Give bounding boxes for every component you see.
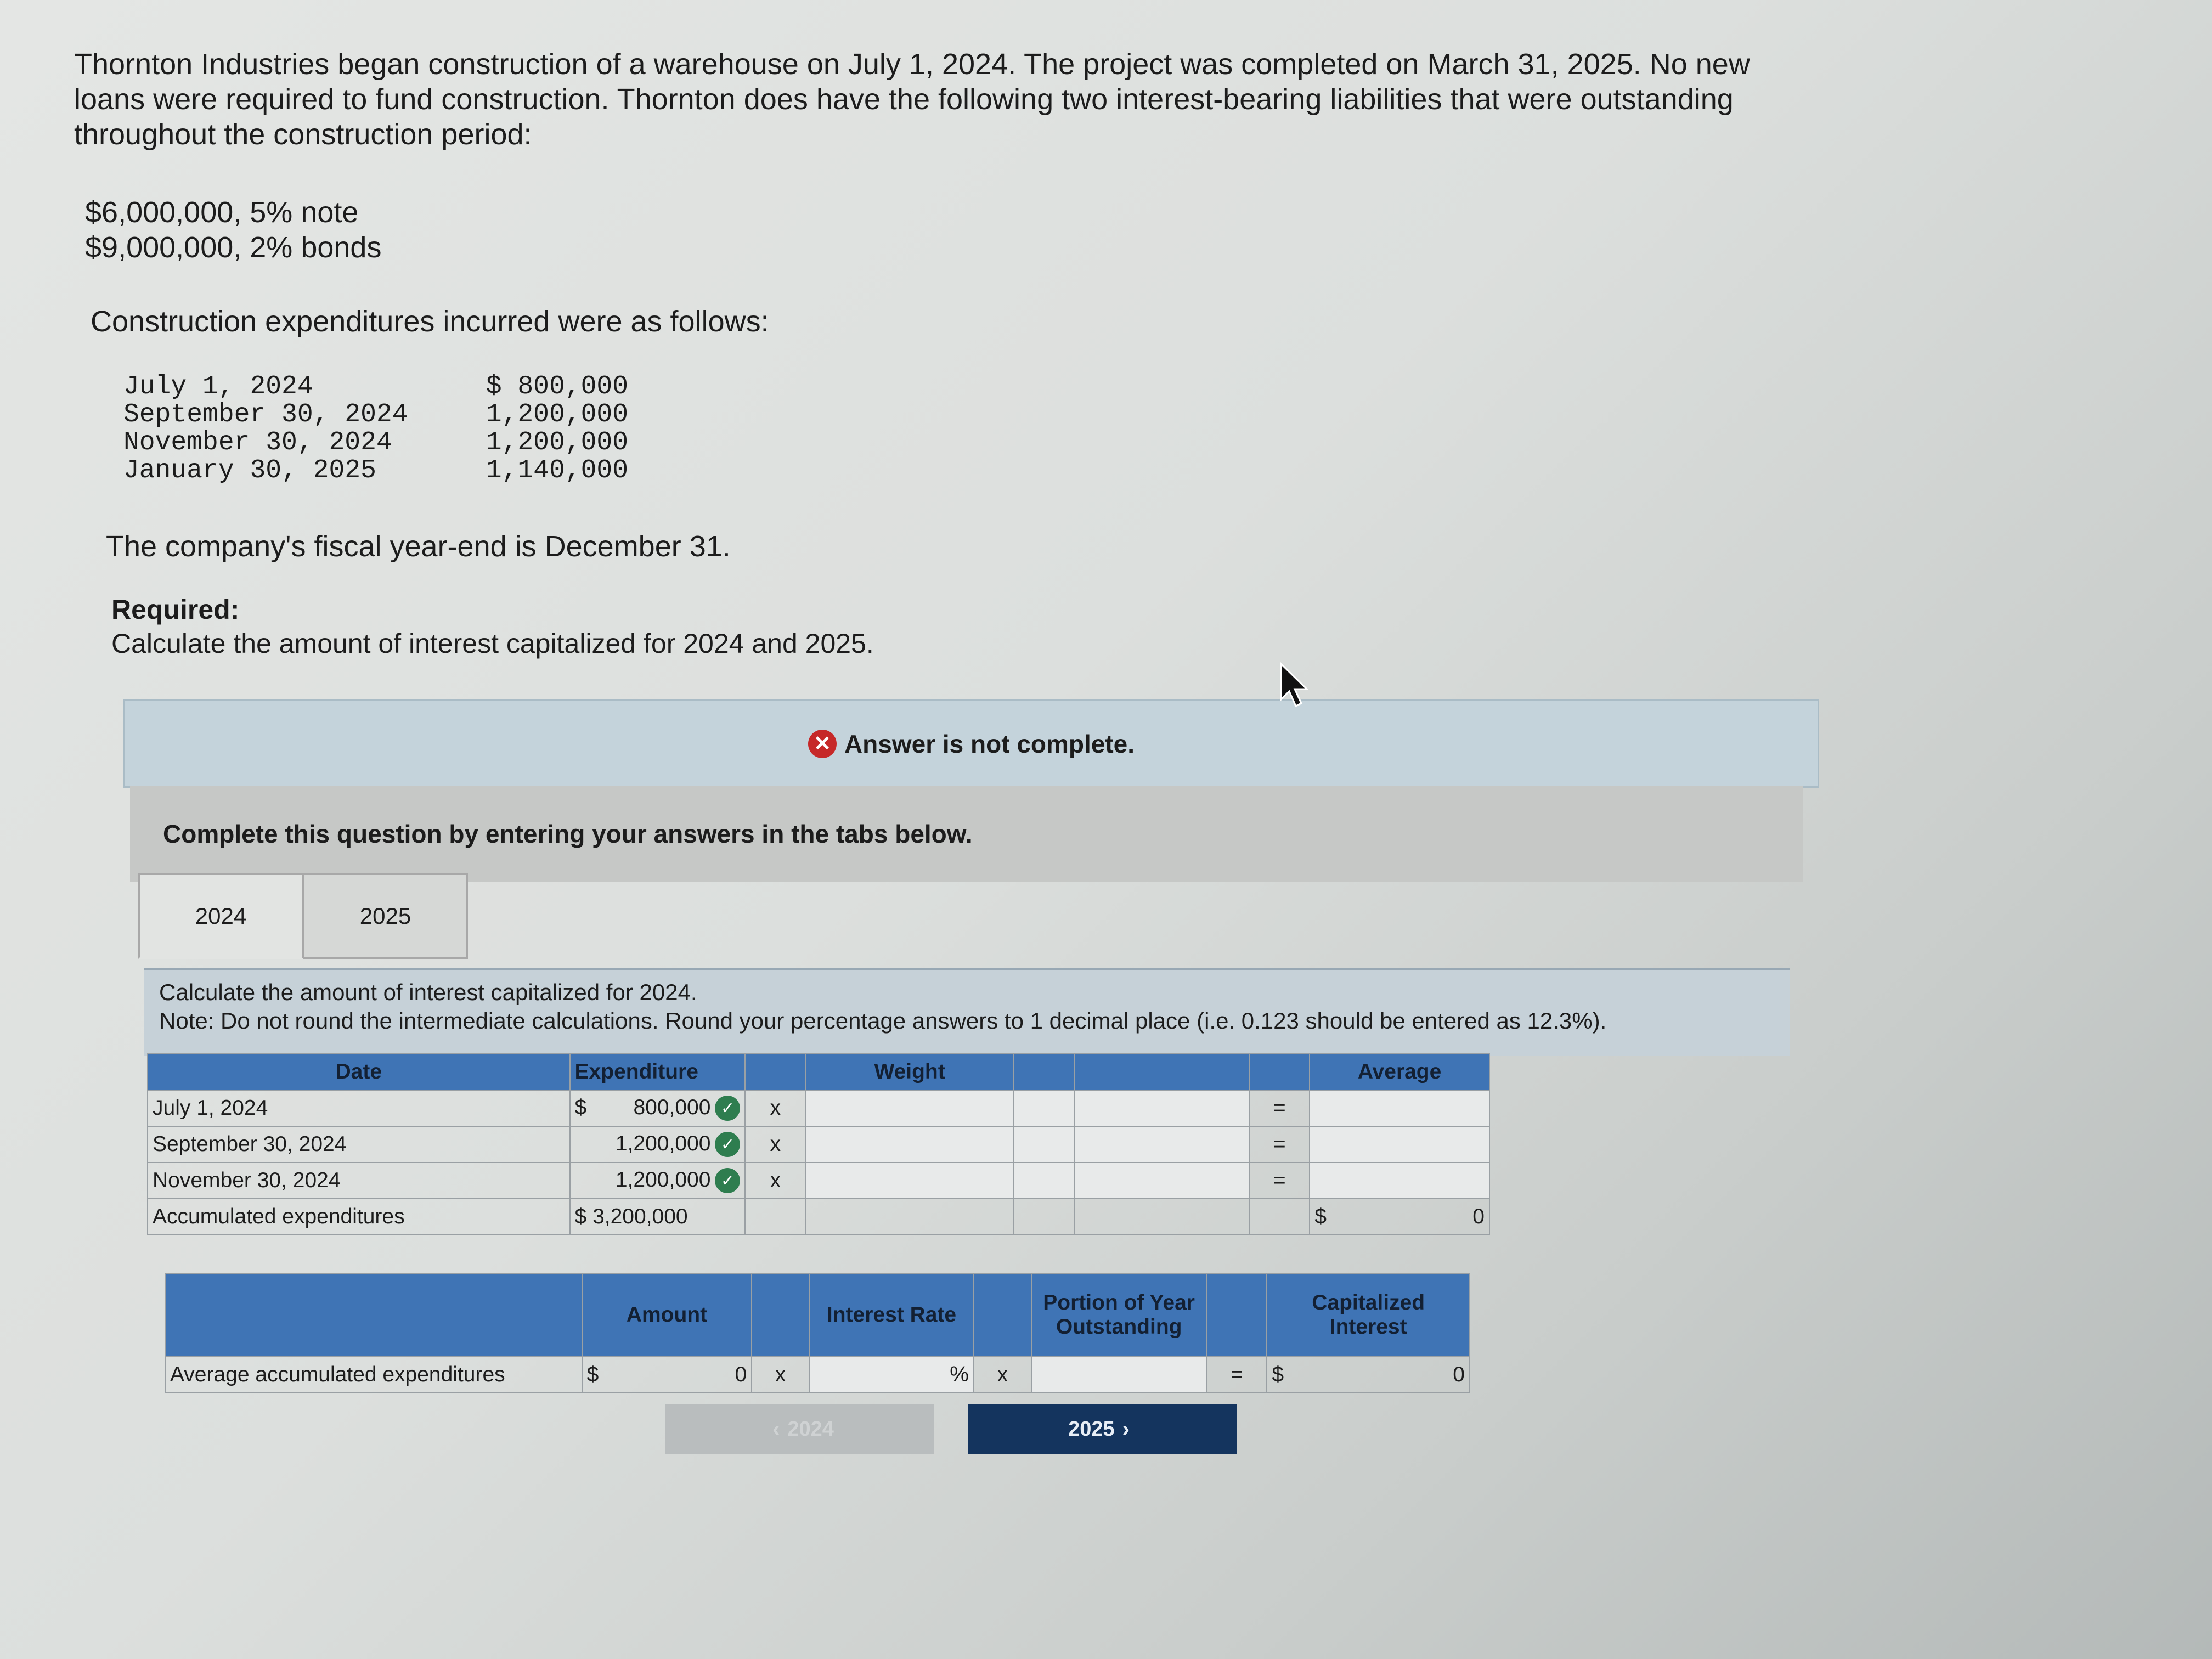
weight-input[interactable] [805,1090,1014,1126]
operator: x [745,1126,805,1163]
liability-bonds: $9,000,000, 2% bonds [85,231,382,264]
list-item [123,429,628,457]
problem-paragraph: Thornton Industries began construction of a warehouse on July 1, 2024. The project was completed on March 31, 2025. No new loans were required to fund construction. Thornton does have the following two interest-bearing liabilities that were outstanding throughout the construction period: [74,48,1750,151]
calc-title: Calculate the amount of interest capitalized for 2024. [159,979,697,1005]
interest-rate-input[interactable] [809,1357,974,1393]
expenditure-value: 1,200,000 [615,1167,711,1192]
expenditure-input[interactable] [570,1126,746,1163]
operator: x [974,1357,1031,1393]
expenditure-date: September 30, 2024 [123,400,408,430]
row-date: September 30, 2024 [148,1126,570,1163]
table-row [148,1163,1489,1199]
expenditure-date: January 30, 2025 [123,456,376,486]
header-portion-of-year: Portion of Year Outstanding [1031,1273,1207,1357]
required-section [111,592,874,661]
row-date: July 1, 2024 [148,1090,570,1126]
capitalized-value: 0 [1453,1363,1465,1386]
expenditure-date: November 30, 2024 [123,428,392,458]
header-capitalized-interest: Capitalized Interest [1267,1273,1470,1357]
instructions-bar [130,786,1803,882]
calc-instructions [144,968,1790,1056]
operator: x [745,1163,805,1199]
liability-note: $6,000,000, 5% note [85,196,359,229]
average-input[interactable] [1310,1090,1489,1126]
header-interest-rate: Interest Rate [809,1273,974,1357]
table-row [148,1126,1489,1163]
expenditure-date: July 1, 2024 [123,372,313,402]
expenditure-amount: $ 800,000 [486,372,628,402]
check-icon: ✓ [715,1096,740,1121]
table-header-row [148,1054,1489,1090]
weight-input[interactable] [805,1163,1014,1199]
expenditure-value: 800,000 [633,1095,711,1119]
prev-tab-button[interactable] [665,1404,934,1454]
header-weight: Weight [805,1054,1014,1090]
equals-sign: = [1249,1163,1310,1199]
required-text: Calculate the amount of interest capitalized for 2024 and 2025. [111,628,874,659]
average-total-value: 0 [1472,1205,1485,1228]
chevron-right-icon: › [1122,1417,1130,1441]
instructions-text: Complete this question by entering your answers in the tabs below. [163,819,973,848]
operator: x [745,1090,805,1126]
expenditures-list [123,373,628,485]
next-label: 2025 [1068,1417,1115,1441]
row-label: Average accumulated expenditures [165,1357,582,1393]
average-expenditures-table [147,1053,1490,1235]
amount-value: 0 [735,1363,747,1386]
currency-symbol: $ [586,1363,599,1386]
check-icon: ✓ [715,1168,740,1193]
currency-symbol: $ [1272,1363,1284,1386]
accumulated-row [148,1199,1489,1235]
equals-sign: = [1249,1126,1310,1163]
table-row [148,1090,1489,1126]
header-average: Average [1310,1054,1489,1090]
tab-2025[interactable]: 2025 [303,873,468,959]
prev-label: 2024 [787,1417,834,1441]
next-tab-button[interactable] [968,1404,1237,1454]
mouse-cursor-icon [1278,661,1311,710]
percent-sign: % [950,1363,969,1386]
currency-symbol: $ [574,1095,587,1119]
status-text: Answer is not complete. [844,729,1135,758]
average-input[interactable] [1310,1163,1489,1199]
expenditure-amount: 1,140,000 [486,456,628,486]
accumulated-value: 3,200,000 [592,1205,688,1228]
capitalized-interest-table [165,1273,1470,1393]
weight-input[interactable] [805,1126,1014,1163]
check-icon: ✓ [715,1132,740,1157]
header-amount: Amount [582,1273,752,1357]
operator: x [752,1357,809,1393]
list-item [123,373,628,401]
list-item [123,401,628,429]
liabilities-list [85,195,381,265]
error-icon: ✕ [808,730,837,758]
expenditures-intro: Construction expenditures incurred were as follows: [91,305,769,338]
equals-sign: = [1249,1090,1310,1126]
fiscal-note: The company's fiscal year-end is December 31. [106,530,731,563]
chevron-left-icon: ‹ [772,1417,780,1441]
row-date: November 30, 2024 [148,1163,570,1199]
table-header-row [165,1273,1470,1357]
amount-input[interactable] [582,1357,752,1393]
tab-2024[interactable]: 2024 [138,873,303,959]
header-expenditure: Expenditure [570,1054,746,1090]
currency-symbol: $ [574,1205,587,1228]
expenditure-value: 1,200,000 [615,1131,711,1155]
capitalized-interest-value [1267,1357,1470,1393]
header-date: Date [148,1054,570,1090]
accumulated-total [570,1199,746,1235]
required-label: Required: [111,594,240,625]
expenditure-input[interactable] [570,1090,746,1126]
list-item [123,457,628,485]
table-row [165,1357,1470,1393]
status-banner [123,699,1819,788]
portion-of-year-input[interactable] [1031,1357,1207,1393]
expenditure-amount: 1,200,000 [486,428,628,458]
average-total [1310,1199,1489,1235]
currency-symbol: $ [1314,1205,1327,1228]
accumulated-label: Accumulated expenditures [148,1199,570,1235]
expenditure-amount: 1,200,000 [486,400,628,430]
calc-note: Note: Do not round the intermediate calculations. Round your percentage answers to 1 decimal place (i.e. 0.123 should be entered as 12.3%). [159,1008,1607,1034]
expenditure-input[interactable] [570,1163,746,1199]
equals-sign: = [1207,1357,1267,1393]
average-input[interactable] [1310,1126,1489,1163]
